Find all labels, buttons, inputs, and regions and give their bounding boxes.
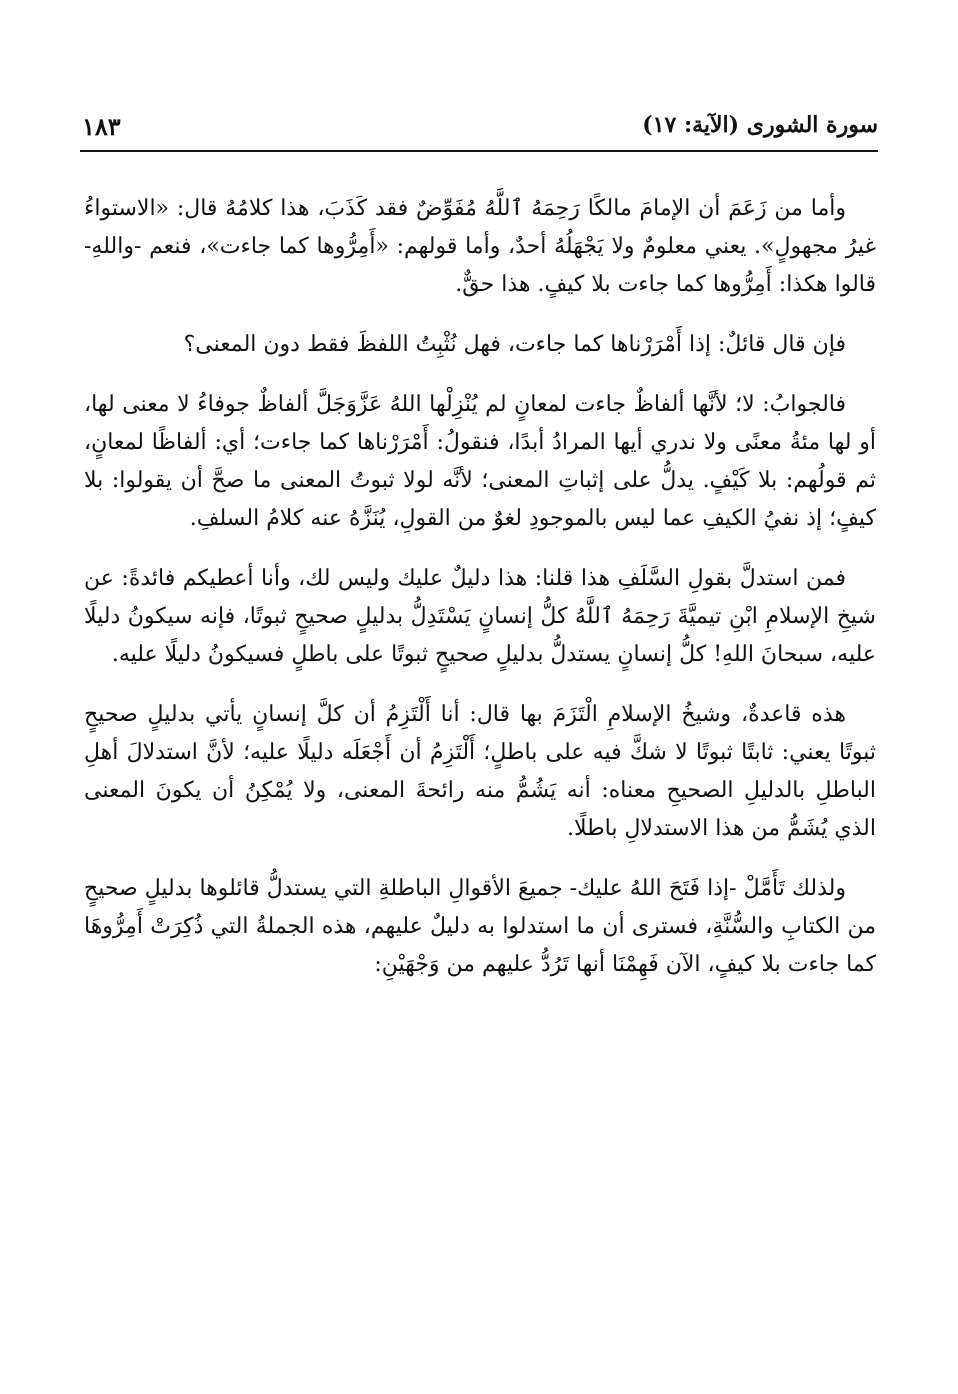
page-number: ١٨٣: [82, 112, 121, 141]
body-text: [84, 190, 876, 1006]
running-header: [82, 112, 878, 152]
paragraph-2: فإن قال قائلٌ: إذا أَمْرَرْناها كما جاءت، فهل نُثْبِتُ اللفظَ فقط دون المعنى؟: [183, 332, 846, 357]
paragraph-6: ولذلك تَأَمَّلْ -إذا فَتَحَ اللهُ عليك- جميعَ الأقوالِ الباطلةِ التي يستدلُّ قائلوها بدليلٍ صحيحٍ من الكتابِ والسُّنَّةِ، فسترى أن ما استدلوا به دليلٌ عليهم، هذه الجملةُ التي ذُكِرَتْ أَمِرُّوهَا كما جاءت بلا كيفٍ، الآن فَهِمْنَا أنها تَرُدُّ عليهم من وَجْهَيْنِ:: [84, 876, 876, 977]
paragraph-4: فمن استدلَّ بقولِ السَّلَفِ هذا قلنا: هذا دليلٌ عليك وليس لك، وأنا أعطيكم فائدةً: عن شيخِ الإسلامِ ابْنِ تيميَّةَ رَحِمَهُ ٱللَّهُ كلُّ إنسانٍ يَسْتَدِلُّ بدليلٍ صحيحٍ ثبوتًا، فإنه سيكونُ دليلًا عليه، سبحانَ اللهِ! كلُّ إنسانٍ يستدلُّ بدليلٍ صحيحٍ ثبوتًا على باطلٍ فسيكونُ دليلًا عليه.: [84, 566, 876, 667]
paragraph-1: وأما من زَعَمَ أن الإمامَ مالكًا رَحِمَهُ ٱللَّهُ مُفَوِّضٌ فقد كَذَبَ، هذا كلامُهُ قال: «الاستواءُ غيرُ مجهولٍ». يعني معلومٌ ولا يَجْهَلُهُ أحدٌ، وأما قولهم: «أَمِرُّوها كما جاءت»، فنعم -واللهِ- قالوا هكذا: أَمِرُّوها كما جاءت بلا كيفٍ. هذا حقٌّ.: [84, 196, 876, 297]
header-divider: [80, 150, 878, 152]
paragraph-5: هذه قاعدةٌ، وشيخُ الإسلامِ الْتَزَمَ بها قال: أنا أَلْتَزِمُ أن كلَّ إنسانٍ يأتي بدليلٍ صحيحٍ ثبوتًا يعني: ثابتًا ثبوتًا لا شكَّ فيه على باطلٍ؛ أَلْتَزِمُ أن أَجْعَلَه دليلًا عليه؛ لأنَّ استدلالَ أهلِ الباطلِ بالدليلِ الصحيحِ معناه: أنه يَشُمُّ منه رائحةَ المعنى، ولا يُمْكِنُ أن يكونَ المعنى الذي يُشَمُّ من هذا الاستدلالِ باطلًا.: [84, 702, 876, 841]
paragraph-3: فالجوابُ: لا؛ لأنَّها ألفاظٌ جاءت لمعانٍ لم يُنْزِلْها اللهُ عَزَّوَجَلَّ ألفاظٌ جوفاءُ لا معنى لها، أو لها مئةُ معنًى ولا ندري أيها المرادُ أبدًا، فنقولُ: أَمْرَرْناها كما جاءت؛ أي: ألفاظًا لمعانٍ، ثم قولُهم: بلا كَيْفٍ. يدلُّ على إثباتِ المعنى؛ لأنَّه لولا ثبوتُ المعنى ما صحَّ أن يقولوا: بلا كيفٍ؛ إذ نفيُ الكيفِ عما ليس بالموجودِ لغوٌ من القولِ، يُنَزَّهُ عنه كلامُ السلفِ.: [84, 392, 876, 531]
header-surah-title: سورة الشورى (الآية: ١٧): [642, 112, 878, 138]
